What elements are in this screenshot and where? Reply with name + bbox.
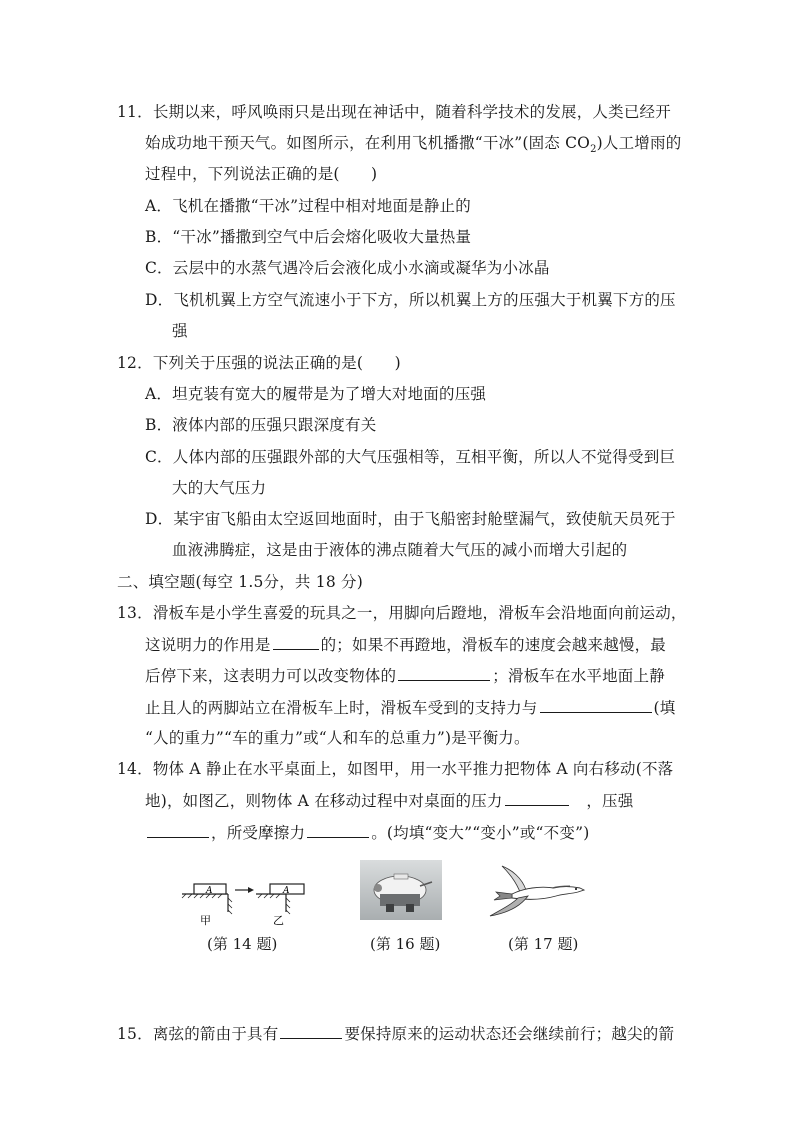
q11-option-a: A．飞机在播撒“干冰”过程中相对地面是静止的: [145, 197, 471, 215]
caption-figure-14: (第 14 题): [207, 935, 278, 953]
q12-option-b: B．液体内部的压强只跟深度有关: [145, 416, 377, 434]
q11-line1: 11．长期以来，呼风唤雨只是出现在神话中，随着科学技术的发展，人类已经开: [117, 103, 671, 121]
q13-line4: 止且人的两脚站立在滑板车上时，滑板车受到的支持力与 (填: [145, 699, 676, 717]
q13-line1: 13．滑板车是小学生喜爱的玩具之一，用脚向后蹬地，滑板车会沿地面向前运动，: [117, 604, 687, 622]
q12-line1: 12．下列关于压强的说法正确的是( ): [117, 354, 401, 372]
caption-figure-17: (第 17 题): [508, 935, 579, 953]
q14-line1: 14．物体 A 静止在水平桌面上，如图甲，用一水平推力把物体 A 向右移动(不落: [117, 760, 674, 778]
q13-line2: 这说明力的作用是 的；如果不再蹬地，滑板车的速度会越来越慢，最: [145, 636, 667, 654]
q11-option-c: C．云层中的水蒸气遇冷后会液化成小水滴或凝华为小冰晶: [145, 259, 550, 277]
q14-line2: 地)，如图乙，则物体 A 在移动过程中对桌面的压力 ，压强: [145, 792, 634, 810]
q11-line2: 始成功地干预天气。如图所示，在利用飞机播撒“干冰”(固态 $CO_2$)人工增雨的: [145, 134, 682, 156]
caption-figure-16: (第 16 题): [370, 935, 441, 953]
q12-option-c-cont: 大的大气压力: [172, 479, 267, 497]
figure-16-submersible: [360, 860, 442, 920]
answer-blank[interactable]: [398, 665, 490, 681]
label-yi: 乙: [273, 914, 284, 927]
q12-option-d-cont: 血液沸腾症，这是由于液体的沸点随着大气压的减小而增大引起的: [172, 541, 628, 559]
label-jia: 甲: [200, 914, 211, 927]
q12-option-d: D．某宇宙飞船由太空返回地面时，由于飞船密封舱壁漏气，致使航天员死于: [145, 510, 676, 528]
block-label: A: [283, 886, 290, 896]
block-label: A: [206, 886, 213, 896]
answer-blank[interactable]: [307, 822, 369, 838]
answer-blank[interactable]: [273, 634, 319, 650]
q11-option-d: D．飞机机翼上方空气流速小于下方，所以机翼上方的压强大于机翼下方的压: [145, 291, 676, 309]
q14-line3: ，所受摩擦力 。(均填“变大”“变小”或“不变”): [145, 822, 589, 843]
q13-line5: “人的重力”“车的重力”或“人和车的总重力”)是平衡力。: [145, 729, 530, 747]
q12-option-c: C．人体内部的压强跟外部的大气压强相等，互相平衡，所以人不觉得受到巨: [145, 448, 676, 466]
figure-17-bird: [482, 864, 590, 918]
answer-blank[interactable]: [540, 697, 652, 713]
answer-blank[interactable]: [147, 822, 209, 838]
q11-option-d-cont: 强: [172, 322, 188, 340]
q12-option-a: A．坦克装有宽大的履带是为了增大对地面的压强: [145, 385, 487, 403]
q15-line1: 15．离弦的箭由于具有 要保持原来的运动状态还会继续前行；越尖的箭: [117, 1025, 675, 1043]
figure-14: [180, 878, 310, 928]
q11-line3: 过程中，下列说法正确的是( ): [145, 165, 378, 183]
answer-blank[interactable]: [505, 790, 569, 806]
q13-line3: 后停下来，这表明力可以改变物体的 ；滑板车在水平地面上静: [145, 667, 665, 685]
q11-option-b: B．“干冰”播撒到空气中后会熔化吸收大量热量: [145, 228, 472, 246]
section-heading: 二、填空题(每空 1.5分，共 18 分): [117, 573, 363, 591]
answer-blank[interactable]: [280, 1023, 342, 1039]
